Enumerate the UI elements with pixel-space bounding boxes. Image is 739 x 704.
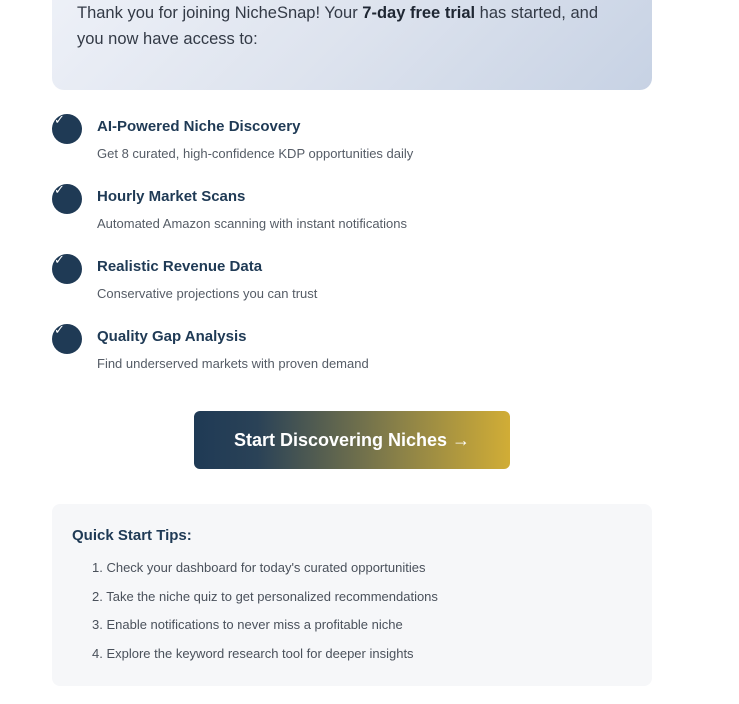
check-glyph: ✓ <box>54 252 65 267</box>
feature-item <box>52 254 652 324</box>
feature-title: Realistic Revenue Data <box>97 258 263 275</box>
check-icon <box>52 324 82 354</box>
feature-item <box>52 324 652 394</box>
tip-item: 3. Enable notifications to never miss a profitable niche <box>92 617 403 633</box>
check-glyph: ✓ <box>54 322 65 337</box>
check-glyph: ✓ <box>54 112 65 127</box>
intro-text-start: Thank you for joining NicheSnap! Your <box>77 4 363 22</box>
feature-description: Conservative projections you can trust <box>97 286 318 301</box>
feature-title: AI-Powered Niche Discovery <box>97 118 301 135</box>
check-icon <box>52 114 82 144</box>
check-glyph: ✓ <box>54 182 65 197</box>
quick-start-tips <box>52 504 652 686</box>
feature-list <box>52 114 652 394</box>
feature-title: Hourly Market Scans <box>97 188 246 205</box>
welcome-intro-box <box>52 0 652 90</box>
feature-title: Quality Gap Analysis <box>97 328 247 345</box>
feature-description: Automated Amazon scanning with instant notifications <box>97 216 408 231</box>
tips-title: Quick Start Tips: <box>72 527 192 544</box>
tip-item: 2. Take the niche quiz to get personalized recommendations <box>92 588 438 604</box>
start-discovering-button[interactable]: Start Discovering Niches → <box>194 411 510 469</box>
feature-description: Find underserved markets with proven demand <box>97 356 369 371</box>
tip-item: 1. Check your dashboard for today's curated opportunities <box>92 560 426 575</box>
check-icon <box>52 254 82 284</box>
tip-item: 4. Explore the keyword research tool for deeper insights <box>92 646 414 662</box>
feature-item <box>52 184 652 254</box>
check-icon <box>52 184 82 214</box>
intro-text <box>77 0 627 52</box>
intro-text-end: has started, and you now have access to: <box>77 4 599 48</box>
feature-description: Get 8 curated, high-confidence KDP opportunities daily <box>97 146 414 161</box>
feature-item <box>52 114 652 184</box>
tips-list <box>92 559 438 674</box>
trial-highlight: 7-day free trial <box>362 4 476 22</box>
